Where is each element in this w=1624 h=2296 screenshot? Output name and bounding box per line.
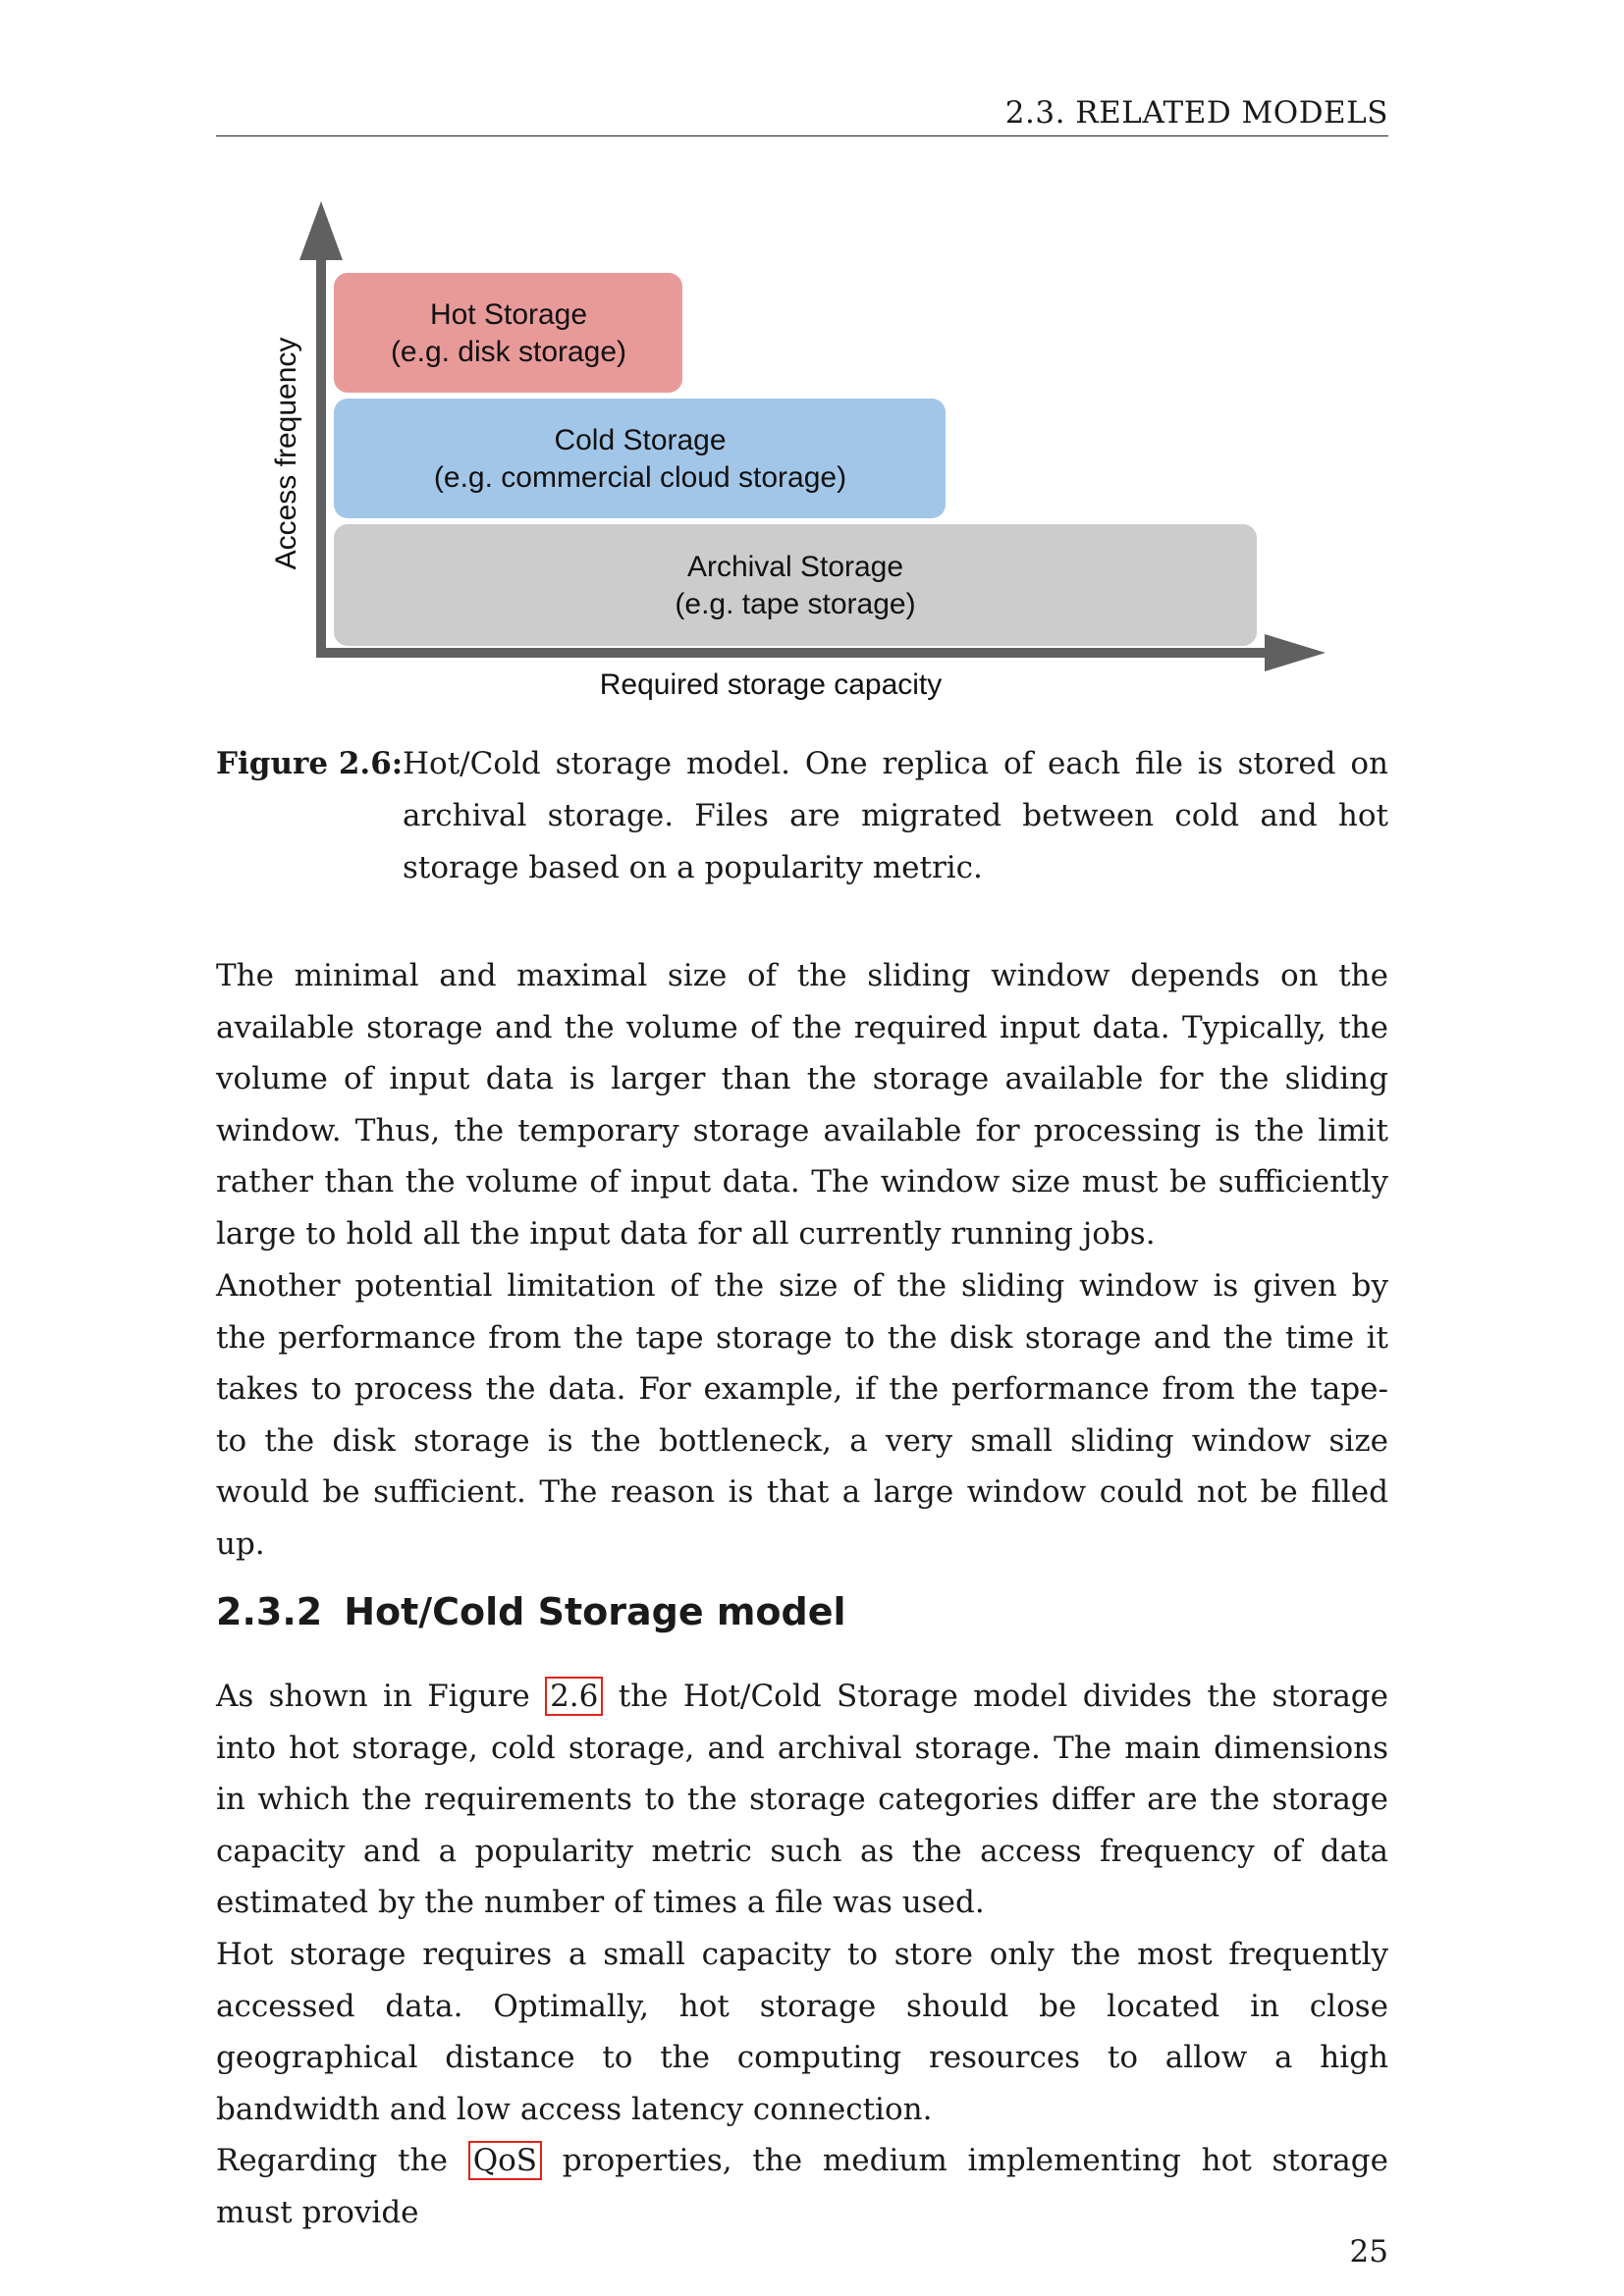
- archival-storage-subtitle: (e.g. tape storage): [675, 588, 916, 620]
- figure-caption: [216, 738, 1388, 894]
- hot-storage-subtitle: (e.g. disk storage): [390, 336, 627, 368]
- section-heading: [216, 1590, 846, 1633]
- page-number: 25: [1349, 2234, 1388, 2269]
- y-axis-arrowhead-icon: [299, 201, 343, 260]
- paragraph-sliding-window-size: The minimal and maximal size of the sliding window depends on the available storage and the volume of the required input data. Typically, the volume of input data is larger than the storage available for the sliding window. Thus, the temporary storage available for processing is the limit rather than the volume of input data. The window size must be sufficiently large to hold all the input data for all currently running jobs.: [216, 958, 1388, 1252]
- x-axis-label: Required storage capacity: [599, 668, 943, 701]
- cold-storage-title: Cold Storage: [554, 424, 727, 456]
- qos-text-after: properties, the medium implementing hot storage must provide: [216, 2143, 1388, 2230]
- hot-storage-text: Hot storage requires a small capacity to store only the most frequently accessed data. Optimally, hot storage should be located in close geographical distance to the computing resources to allow a high bandwidth and low access latency connection.: [216, 1937, 1388, 2127]
- overview-text-after: the Hot/Cold Storage model divides the storage into hot storage, cold storage, and archival storage. The main dimensions in which the requirements to the storage categories differ are the storage capacity and a popularity metric such as the access frequency of data estimated by the number of times a file was used.: [216, 1679, 1388, 1921]
- archival-storage-box: [334, 524, 1257, 646]
- archival-storage-title: Archival Storage: [686, 551, 904, 583]
- caption-text: Hot/Cold storage model. One replica of each file is stored on archival storage. Files are migrated between cold and hot storage based on a popularity metric.: [403, 746, 1388, 885]
- cold-storage-subtitle: (e.g. commercial cloud storage): [433, 461, 847, 494]
- cold-storage-box: [334, 399, 946, 518]
- hot-storage-box: [334, 273, 682, 393]
- paragraph-hot-cold-overview: [216, 1671, 1388, 1929]
- paragraph-hot-storage: [216, 1929, 1388, 2239]
- hot-storage-title: Hot Storage: [429, 298, 588, 331]
- section-number: 2.3.2: [216, 1590, 323, 1633]
- x-axis-arrowhead-icon: [1265, 634, 1326, 671]
- storage-model-figure: [265, 196, 1335, 717]
- section-title: Hot/Cold Storage model: [344, 1590, 846, 1633]
- caption-label: Figure 2.6:: [216, 746, 404, 781]
- paragraph-sliding-window-limitation: Another potential limitation of the size of the sliding window is given by the performance from the tape storage to the disk storage and the time it takes to process the data. For example, if the performance from the tape- to the disk storage is the bottleneck, a very small sliding window size would be sufficient. The reason is that a large window could not be filled up.: [216, 1268, 1388, 1562]
- overview-text-before: As shown in Figure: [216, 1679, 546, 1714]
- qos-glossary-link[interactable]: QoS: [468, 2141, 542, 2180]
- running-head: 2.3. RELATED MODELS: [216, 90, 1388, 136]
- figure-reference-link[interactable]: 2.6: [545, 1677, 603, 1716]
- y-axis-label: Access frequency: [270, 337, 302, 570]
- qos-text-before: Regarding the: [216, 2143, 468, 2179]
